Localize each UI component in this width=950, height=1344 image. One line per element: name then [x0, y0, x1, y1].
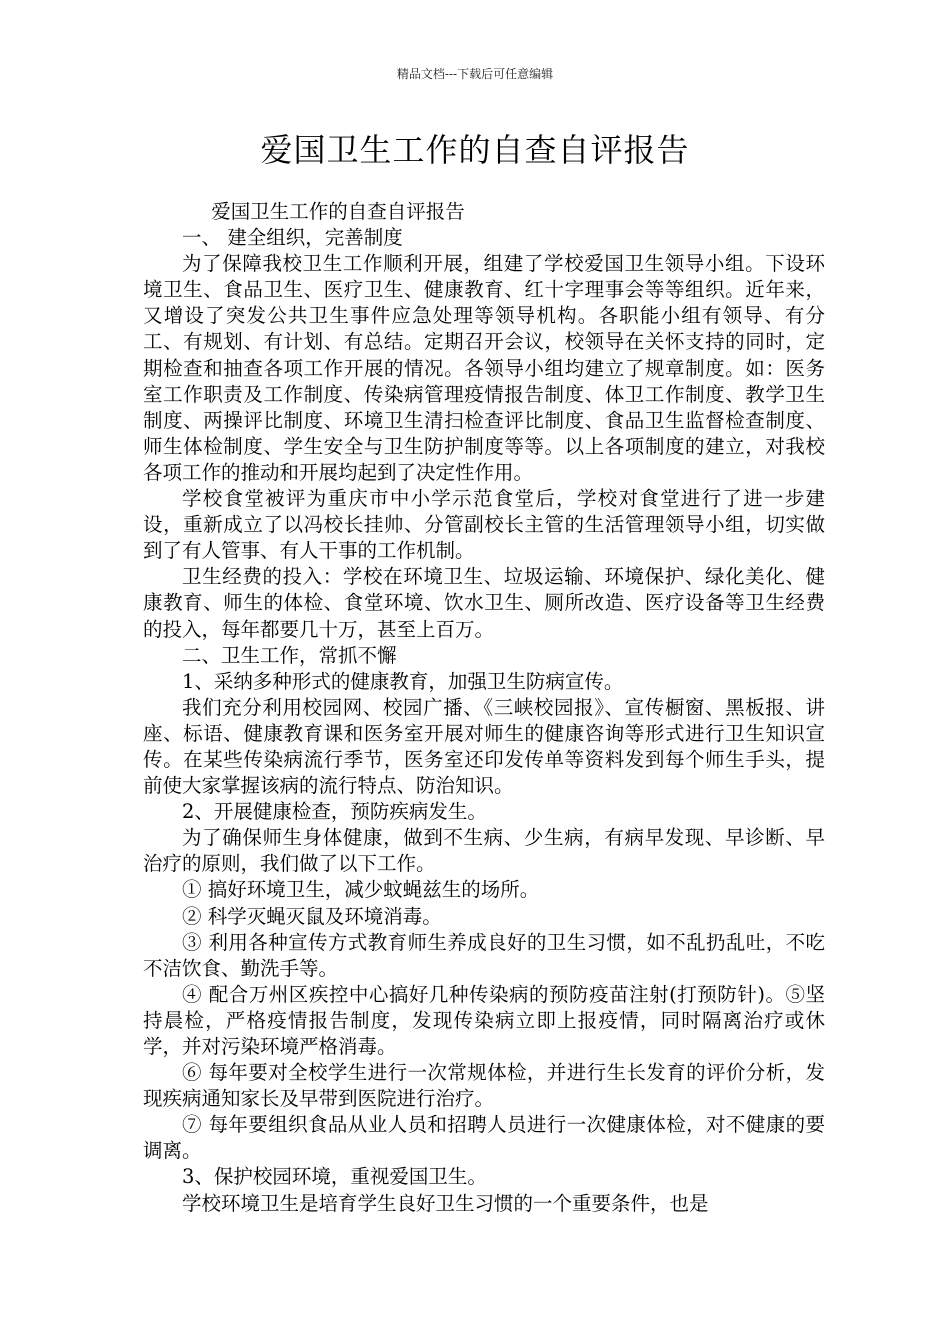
paragraph: 学校环境卫生是培育学生良好卫生习惯的一个重要条件，也是	[182, 1191, 709, 1215]
subtitle-paragraph: 爱国卫生工作的自查自评报告	[211, 200, 465, 223]
document-title: 爱国卫生工作的自查自评报告	[260, 131, 690, 169]
subsection-heading-2: 2、开展健康检查，预防疾病发生。	[182, 800, 487, 824]
document-body	[143, 199, 825, 1217]
paragraph: 我们充分利用校园网、校园广播、《三峡校园报》、宣传橱窗、黑板报、讲座、标语、健康教育课和医务室开展对师生的健康咨询等形式进行卫生知识宣传。在某些传染病流行季节，医务室还印发传单等资料发到每个师生手头，提前使大家掌握该病的流行特点、防治知识。	[143, 695, 825, 798]
header-note: 精品文档---下载后可任意编辑	[396, 67, 554, 81]
list-item: ① 搞好环境卫生，减少蚊蝇兹生的场所。	[182, 878, 540, 902]
paragraph: 学校食堂被评为重庆市中小学示范食堂后，学校对食堂进行了进一步建设，重新成立了以冯校长挂帅、分管副校长主管的生活管理领导小组，切实做到了有人管事、有人干事的工作机制。	[143, 487, 825, 563]
section-heading-2: 二、卫生工作，常抓不懈	[182, 643, 397, 667]
subsection-heading-3: 3、保护校园环境，重视爱国卫生。	[182, 1165, 487, 1189]
paragraph: 为了确保师生身体健康，做到不生病、少生病，有病早发现、早诊断、早治疗的原则，我们做了以下工作。	[143, 826, 825, 876]
list-item: ② 科学灭蝇灭鼠及环境消毒。	[182, 904, 442, 928]
list-item: ⑦ 每年要组织食品从业人员和招聘人员进行一次健康体检，对不健康的要调离。	[143, 1113, 825, 1163]
paragraph: 为了保障我校卫生工作顺利开展，组建了学校爱国卫生领导小组。下设环境卫生、食品卫生、医疗卫生、健康教育、红十字理事会等等组织。近年来，又增设了突发公共卫生事件应急处理等领导机构。各职能小组有领导、有分工、有规划、有计划、有总结。定期召开会议，校领导在关怀支持的同时，定期检查和抽查各项工作开展的情况。各领导小组均建立了规章制度。如：医务室工作职责及工作制度、传染病管理疫情报告制度、体卫工作制度、教学卫生制度、两操评比制度、环境卫生清扫检查评比制度、食品卫生监督检查制度、师生体检制度、学生安全与卫生防护制度等等。以上各项制度的建立，对我校各项工作的推动和开展均起到了决定性作用。	[143, 252, 825, 484]
subsection-heading-1: 1、采纳多种形式的健康教育，加强卫生防病宣传。	[182, 669, 624, 693]
list-item: ⑥ 每年要对全校学生进行一次常规体检，并进行生长发育的评价分析，发现疾病通知家长及早带到医院进行治疗。	[143, 1061, 825, 1111]
list-item: ④ 配合万州区疾控中心搞好几种传染病的预防疫苗注射(打预防针)。⑤坚持晨检，严格疫情报告制度，发现传染病立即上报疫情，同时隔离治疗或休学，并对污染环境严格消毒。	[143, 982, 825, 1058]
section-heading-1: 一、 建全组织，完善制度	[182, 226, 403, 250]
paragraph: 卫生经费的投入：学校在环境卫生、垃圾运输、环境保护、绿化美化、健康教育、师生的体检、食堂环境、饮水卫生、厕所改造、医疗设备等卫生经费的投入，每年都要几十万，甚至上百万。	[143, 565, 825, 641]
list-item: ③ 利用各种宣传方式教育师生养成良好的卫生习惯，如不乱扔乱吐，不吃不洁饮食、勤洗手等。	[143, 930, 825, 980]
